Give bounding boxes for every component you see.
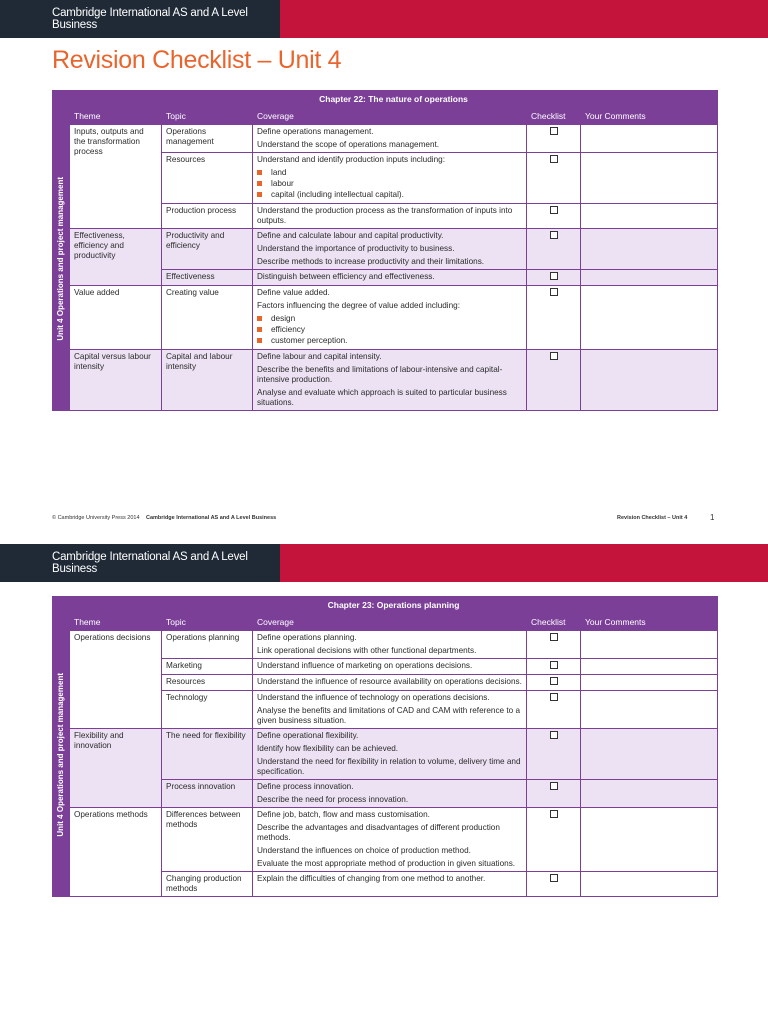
coverage-cell — [253, 631, 527, 659]
comments-cell[interactable] — [581, 350, 718, 411]
topic-cell: Creating value — [162, 286, 253, 350]
theme-cell: Effectiveness, efficiency and productivity — [70, 229, 162, 286]
coverage-bullet-text: capital (including intellectual capital). — [271, 190, 404, 199]
coverage-line: Describe the need for process innovation. — [257, 795, 409, 804]
page-title: Revision Checklist – Unit 4 — [52, 46, 342, 74]
comments-cell[interactable] — [581, 729, 718, 780]
unit-label: Unit 4 Operations and project management — [56, 673, 65, 837]
checklist-cell — [527, 780, 581, 808]
chapter-header-row — [53, 597, 718, 614]
coverage-line: Evaluate the most appropriate method of production in given situations. — [257, 859, 516, 868]
coverage-cell — [253, 125, 527, 153]
coverage-cell — [253, 691, 527, 729]
coverage-line: Define operations planning. — [257, 633, 357, 642]
topic-cell: Productivity and efficiency — [162, 229, 253, 270]
topic-cell: Marketing — [162, 659, 253, 675]
column-header-topic: Topic — [162, 108, 253, 125]
header-title-area — [0, 0, 280, 38]
comments-cell[interactable] — [581, 659, 718, 675]
header-accent — [280, 0, 768, 38]
chapter-header-row — [53, 91, 718, 108]
orange-bullet-icon — [257, 170, 262, 175]
checkbox[interactable] — [550, 874, 558, 882]
coverage-line: Identify how flexibility can be achieved. — [257, 744, 399, 753]
table-row — [53, 631, 718, 659]
comments-cell[interactable] — [581, 229, 718, 270]
coverage-line: Define labour and capital intensity. — [257, 352, 382, 361]
coverage-cell — [253, 808, 527, 872]
checklist-cell — [527, 229, 581, 270]
comments-cell[interactable] — [581, 872, 718, 897]
checklist-cell — [527, 631, 581, 659]
coverage-cell — [253, 350, 527, 411]
checklist-table-chapter-22 — [52, 90, 718, 411]
checkbox[interactable] — [550, 810, 558, 818]
checkbox[interactable] — [550, 206, 558, 214]
coverage-cell — [253, 729, 527, 780]
coverage-line: Define process innovation. — [257, 782, 354, 791]
comments-cell[interactable] — [581, 780, 718, 808]
footer-page-number: 1 — [710, 513, 715, 522]
checkbox[interactable] — [550, 231, 558, 239]
topic-cell: Technology — [162, 691, 253, 729]
coverage-bullet-list — [257, 168, 522, 200]
table-row — [53, 286, 718, 350]
theme-cell: Capital versus labour intensity — [70, 350, 162, 411]
coverage-bullet — [257, 179, 522, 189]
coverage-line: Understand the importance of productivity to business. — [257, 244, 455, 253]
checklist-cell — [527, 286, 581, 350]
coverage-line: Understand the influences on choice of production method. — [257, 846, 471, 855]
coverage-bullet-text: land — [271, 168, 287, 177]
checkbox[interactable] — [550, 288, 558, 296]
column-header-theme: Theme — [70, 108, 162, 125]
checklist-cell — [527, 204, 581, 229]
column-header-coverage: Coverage — [253, 108, 527, 125]
coverage-cell — [253, 204, 527, 229]
checklist-cell — [527, 675, 581, 691]
topic-cell: Production process — [162, 204, 253, 229]
column-header-comments: Your Comments — [581, 108, 718, 125]
coverage-bullet — [257, 190, 522, 200]
topic-cell: Operations planning — [162, 631, 253, 659]
coverage-cell — [253, 872, 527, 897]
column-header-checklist: Checklist — [527, 108, 581, 125]
theme-cell: Flexibility and innovation — [70, 729, 162, 808]
unit-label-cell — [53, 614, 70, 897]
coverage-line: Define operations management. — [257, 127, 374, 136]
comments-cell[interactable] — [581, 286, 718, 350]
coverage-bullet-text: labour — [271, 179, 294, 188]
table-row — [53, 729, 718, 780]
comments-cell[interactable] — [581, 125, 718, 153]
orange-bullet-icon — [257, 316, 262, 321]
coverage-bullet-list — [257, 314, 522, 346]
coverage-line: Define value added. — [257, 288, 330, 297]
comments-cell[interactable] — [581, 631, 718, 659]
checklist-cell — [527, 808, 581, 872]
checklist-cell — [527, 691, 581, 729]
theme-cell: Inputs, outputs and the transformation process — [70, 125, 162, 229]
checkbox[interactable] — [550, 661, 558, 669]
header-title: Cambridge International AS and A Level Business — [52, 551, 248, 575]
coverage-line: Describe methods to increase productivity and their limitations. — [257, 257, 485, 266]
orange-bullet-icon — [257, 338, 262, 343]
checkbox[interactable] — [550, 352, 558, 360]
coverage-line: Define and calculate labour and capital productivity. — [257, 231, 444, 240]
coverage-bullet — [257, 325, 522, 335]
chapter-title: Chapter 22: The nature of operations — [70, 91, 718, 108]
topic-cell: Process innovation — [162, 780, 253, 808]
checklist-table-chapter-23 — [52, 596, 718, 897]
unit-label-cell — [53, 108, 70, 411]
header-spacer — [53, 597, 70, 614]
checklist-cell — [527, 729, 581, 780]
column-header-row — [53, 614, 718, 631]
topic-cell: The need for flexibility — [162, 729, 253, 780]
checkbox[interactable] — [550, 127, 558, 135]
coverage-line: Understand the scope of operations management. — [257, 140, 440, 149]
coverage-cell — [253, 659, 527, 675]
coverage-line: Analyse the benefits and limitations of CAD and CAM with reference to a given business situation. — [257, 706, 521, 725]
coverage-cell — [253, 286, 527, 350]
footer-copyright: © Cambridge University Press 2014 — [52, 515, 140, 521]
checklist-cell — [527, 350, 581, 411]
topic-cell: Capital and labour intensity — [162, 350, 253, 411]
theme-cell: Value added — [70, 286, 162, 350]
comments-cell[interactable] — [581, 270, 718, 286]
header-spacer — [53, 91, 70, 108]
topic-cell: Resources — [162, 675, 253, 691]
column-header-row — [53, 108, 718, 125]
header-band-page-2 — [0, 544, 768, 582]
checklist-cell — [527, 270, 581, 286]
coverage-bullet — [257, 168, 522, 178]
checklist-cell — [527, 872, 581, 897]
coverage-cell — [253, 153, 527, 204]
theme-cell: Operations methods — [70, 808, 162, 897]
comments-cell[interactable] — [581, 675, 718, 691]
coverage-line: Describe the benefits and limitations of labour-intensive and capital-intensive production. — [257, 365, 503, 384]
topic-cell: Changing production methods — [162, 872, 253, 897]
coverage-bullet — [257, 336, 522, 346]
coverage-line: Factors influencing the degree of value added including: — [257, 301, 461, 310]
checkbox[interactable] — [550, 693, 558, 701]
coverage-line: Understand the influence of technology on operations decisions. — [257, 693, 490, 702]
unit-label: Unit 4 Operations and project management — [56, 177, 65, 341]
checkbox[interactable] — [550, 782, 558, 790]
table-row — [53, 808, 718, 872]
topic-cell: Differences between methods — [162, 808, 253, 872]
coverage-line: Analyse and evaluate which approach is suited to particular business situations. — [257, 388, 507, 407]
coverage-line: Understand the influence of resource availability on operations decisions. — [257, 677, 522, 686]
header-title-area — [0, 544, 280, 582]
coverage-line: Understand and identify production inputs including: — [257, 155, 445, 164]
coverage-cell — [253, 229, 527, 270]
checkbox[interactable] — [550, 677, 558, 685]
coverage-line: Distinguish between efficiency and effectiveness. — [257, 272, 435, 281]
header-title: Cambridge International AS and A Level Business — [52, 7, 248, 31]
checklist-cell — [527, 659, 581, 675]
checkbox[interactable] — [550, 633, 558, 641]
orange-bullet-icon — [257, 327, 262, 332]
footer-section-title: Revision Checklist – Unit 4 — [617, 515, 688, 521]
coverage-bullet-text: customer perception. — [271, 336, 348, 345]
coverage-bullet — [257, 314, 522, 324]
checkbox[interactable] — [550, 272, 558, 280]
coverage-bullet-text: efficiency — [271, 325, 305, 334]
checkbox[interactable] — [550, 731, 558, 739]
comments-cell[interactable] — [581, 691, 718, 729]
topic-cell: Resources — [162, 153, 253, 204]
coverage-line: Understand influence of marketing on operations decisions. — [257, 661, 473, 670]
column-header-theme: Theme — [70, 614, 162, 631]
topic-cell: Operations management — [162, 125, 253, 153]
coverage-line: Understand the production process as the transformation of inputs into outputs. — [257, 206, 513, 225]
footer-book-title: Cambridge International AS and A Level Business — [146, 515, 277, 521]
comments-cell[interactable] — [581, 808, 718, 872]
coverage-bullet-text: design — [271, 314, 296, 323]
column-header-topic: Topic — [162, 614, 253, 631]
column-header-coverage: Coverage — [253, 614, 527, 631]
coverage-line: Understand the need for flexibility in relation to volume, delivery time and specification. — [257, 757, 521, 776]
table-row — [53, 229, 718, 270]
coverage-line: Link operational decisions with other functional departments. — [257, 646, 477, 655]
checklist-cell — [527, 153, 581, 204]
coverage-line: Explain the difficulties of changing from one method to another. — [257, 874, 486, 883]
comments-cell[interactable] — [581, 204, 718, 229]
coverage-line: Define job, batch, flow and mass customisation. — [257, 810, 430, 819]
column-header-checklist: Checklist — [527, 614, 581, 631]
table-row — [53, 125, 718, 153]
coverage-cell — [253, 675, 527, 691]
comments-cell[interactable] — [581, 153, 718, 204]
column-header-comments: Your Comments — [581, 614, 718, 631]
chapter-title: Chapter 23: Operations planning — [70, 597, 718, 614]
coverage-line: Describe the advantages and disadvantages of different production methods. — [257, 823, 500, 842]
topic-cell: Effectiveness — [162, 270, 253, 286]
checkbox[interactable] — [550, 155, 558, 163]
table-row — [53, 350, 718, 411]
theme-cell: Operations decisions — [70, 631, 162, 729]
header-band — [0, 0, 768, 38]
header-accent — [280, 544, 768, 582]
orange-bullet-icon — [257, 192, 262, 197]
checklist-cell — [527, 125, 581, 153]
coverage-cell — [253, 780, 527, 808]
coverage-cell — [253, 270, 527, 286]
orange-bullet-icon — [257, 181, 262, 186]
coverage-line: Define operational flexibility. — [257, 731, 359, 740]
